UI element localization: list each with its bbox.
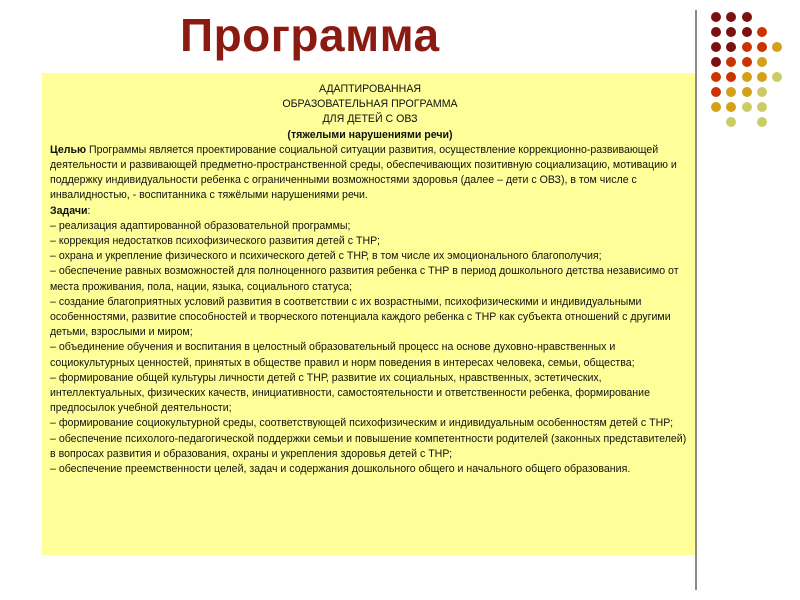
- dot-icon: [772, 42, 782, 52]
- task-item: – формирование социокультурной среды, соответствующей психофизическим и индивидуальным особенностям детей с ТНР;: [50, 417, 674, 430]
- task-item: – объединение обучения и воспитания в целостный образовательный процесс на основе духовно-нравственных и социокультурных ценностей, принятых в обществе правил и норм поведения в интересах человека, семьи, общества;: [50, 341, 635, 369]
- heading-line: ОБРАЗОВАТЕЛЬНАЯ ПРОГРАММА: [282, 98, 458, 111]
- task-item: – создание благоприятных условий развития в соответствии с их возрастными, психофизическими и индивидуальными особенностями, развитие способностей и творческого потенциала каждого ребенка с ТНР как субъекта отношений с другими детьми, взрослыми и миром;: [50, 295, 671, 339]
- slide-title: Программа: [180, 9, 440, 61]
- dot-icon: [742, 42, 752, 52]
- tasks-heading: Задачи:: [50, 204, 91, 217]
- dot-icon: [711, 12, 721, 22]
- heading-line: (тяжелыми нарушениями речи): [287, 128, 453, 141]
- dot-icon: [726, 117, 736, 127]
- dot-icon: [742, 57, 752, 67]
- dot-icon: [711, 42, 721, 52]
- program-text: [50, 82, 690, 477]
- task-item: – обеспечение равных возможностей для полноценного развития ребенка с ТНР в период дошкольного детства независимо от места проживания, пола, нации, языка, социального статуса;: [50, 265, 679, 293]
- goal-text: Программы является проектирование социальной ситуации развития, осуществление коррекционно-развивающей деятельности и развивающей предметно-пространственной среды, обеспечивающих позитивную социализацию, мотивацию и поддержку индивидуальности ребенка с ограниченными возможностями здоровья (далее – дети с ОВЗ), в том числе с инвалидностью, - воспитанника с тяжёлыми нарушениями речи.: [50, 143, 677, 202]
- dot-icon: [726, 57, 736, 67]
- dot-icon: [742, 72, 752, 82]
- dot-icon: [757, 87, 767, 97]
- dot-icon: [757, 117, 767, 127]
- dot-icon: [742, 12, 752, 22]
- divider-line: [695, 10, 697, 590]
- task-item: – обеспечение психолого-педагогической поддержки семьи и повышение компетентности родителей (законных представителей) в вопросах развития и образования, охраны и укрепления здоровья детей с ТНР;: [50, 432, 687, 460]
- dot-icon: [711, 27, 721, 37]
- task-item: – коррекция недостатков психофизического развития детей с ТНР;: [50, 235, 380, 248]
- dot-icon: [726, 102, 736, 112]
- dot-icon: [772, 72, 782, 82]
- dot-icon: [742, 27, 752, 37]
- heading-line: АДАПТИРОВАННАЯ: [318, 83, 422, 95]
- dot-icon: [726, 72, 736, 82]
- dot-icon: [757, 72, 767, 82]
- dot-icon: [711, 102, 721, 112]
- dot-icon: [757, 42, 767, 52]
- task-item: – обеспечение преемственности целей, задач и содержания дошкольного общего и начального общего образования.: [50, 463, 631, 476]
- dot-icon: [742, 87, 752, 97]
- dot-icon: [711, 72, 721, 82]
- dot-icon: [757, 27, 767, 37]
- dot-icon: [726, 42, 736, 52]
- dot-icon: [711, 87, 721, 97]
- task-item: – формирование общей культуры личности детей с ТНР, развитие их социальных, нравственных, эстетических, интеллектуальных, физических качеств, инициативности, самостоятельности и ответственности ребенка, формирование предпосылок учебной деятельности;: [50, 371, 650, 415]
- dot-icon: [757, 102, 767, 112]
- dot-icon: [742, 102, 752, 112]
- dot-icon: [711, 57, 721, 67]
- goal-label: Целью: [50, 143, 87, 156]
- dot-icon: [726, 27, 736, 37]
- goal-paragraph: [50, 143, 690, 204]
- dot-icon: [757, 57, 767, 67]
- dot-icon: [726, 87, 736, 97]
- task-item: – реализация адаптированной образовательной программы;: [50, 219, 351, 232]
- task-item: – охрана и укрепление физического и психического детей с ТНР, в том числе их эмоционального благополучия;: [50, 250, 602, 263]
- dot-icon: [726, 12, 736, 22]
- heading-line: ДЛЯ ДЕТЕЙ С ОВЗ: [322, 113, 418, 126]
